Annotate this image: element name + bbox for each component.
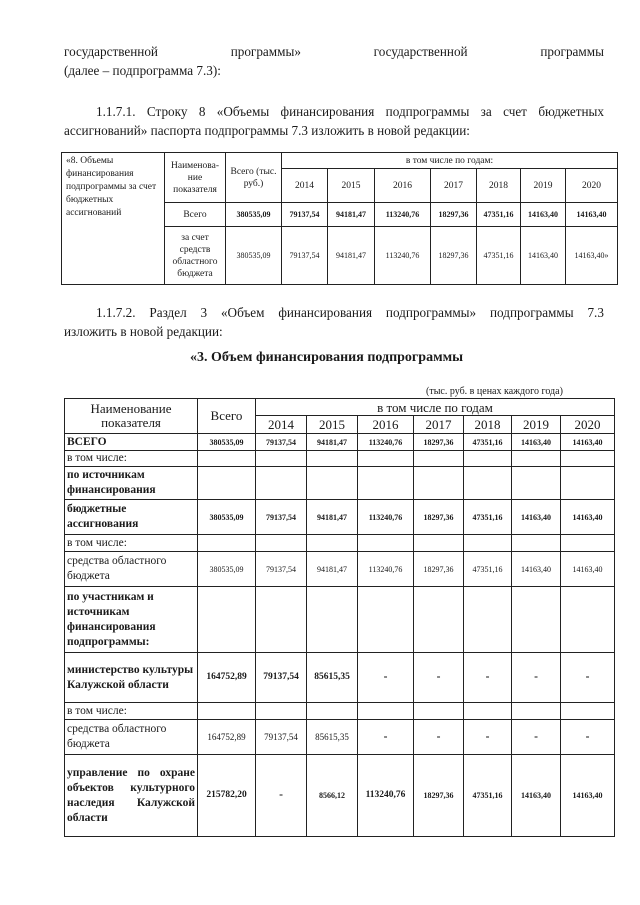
value-cell: 79137,54 [256,500,307,535]
value-cell: 18297,36 [414,500,464,535]
value-cell: 14163,40 [521,227,566,285]
row-total: 380535,09 [198,500,256,535]
table-row [65,653,615,703]
value-cell: 47351,16 [464,552,512,587]
row-name: бюджетные ассигнования [65,500,198,535]
para1-line-1 [96,104,604,120]
value-cell: 18297,36 [414,552,464,587]
value-cell: 14163,40 [521,203,566,227]
col-total-header: Всего (тыс. руб.) [226,153,282,203]
year-cell: 2019 [521,169,566,203]
value-cell: 79137,54 [282,203,328,227]
row-name: министерство культуры Калужской области [65,653,198,703]
para-word: подпрограммы» [385,305,477,320]
row-name: за счет средств областного бюджета [165,227,226,285]
year-cell: 2020 [566,169,618,203]
value-cell: 94181,47 [307,552,358,587]
value-cell: - [512,720,561,755]
value-cell: 94181,47 [307,434,358,451]
row-total: 164752,89 [198,720,256,755]
value-cell: 79137,54 [282,227,328,285]
value-cell: 47351,16 [464,434,512,451]
year-cell: 2020 [561,416,615,434]
para2-line-2: изложить в новой редакции: [64,324,223,339]
value-cell: - [464,720,512,755]
table-row [65,535,615,552]
table-row [65,451,615,467]
value-cell: 47351,16 [464,755,512,837]
year-cell: 2017 [431,169,477,203]
value-cell: 113240,76 [358,500,414,535]
para-word: «Объемы [216,104,270,119]
value-cell: - [358,653,414,703]
row-name: в том числе: [65,703,198,720]
para-word: Раздел [149,305,187,320]
value-cell: 8566,12 [307,755,358,837]
value-cell: 85615,35 [307,720,358,755]
section-title: «3. Объем финансирования подпрограммы [190,350,464,365]
value-cell: - [414,653,464,703]
para-word: 1.1.7.1. [96,104,136,119]
table-row [65,587,615,653]
value-cell: 113240,76 [358,552,414,587]
row-name: в том числе: [65,451,198,467]
intro-word: государственной [64,44,158,59]
value-cell: 113240,76 [358,755,414,837]
para-word: подпрограммы [385,104,470,119]
value-cell: - [464,653,512,703]
year-cell: 2014 [282,169,328,203]
units-note: (тыс. руб. в ценах каждого года) [426,386,563,397]
year-cell: 2018 [464,416,512,434]
para-word: «Объем [220,305,265,320]
table-row [65,434,615,451]
para-word: финансирования [278,305,373,320]
value-cell: - [561,653,615,703]
finance-table [64,398,615,837]
value-cell: 14163,40 [561,755,615,837]
row-total: 380535,09 [198,552,256,587]
row-name: управление по охране объектов культурного наследия Калужской области [65,755,198,837]
value-cell: 18297,36 [414,755,464,837]
value-cell: 14163,40 [512,500,561,535]
year-cell: 2019 [512,416,561,434]
row-total: 164752,89 [198,653,256,703]
intro-line-1 [64,44,604,60]
col-name-header: Наименова-ние показателя [165,153,226,203]
value-cell: 14163,40 [512,434,561,451]
value-cell: 85615,35 [307,653,358,703]
value-cell: 94181,47 [307,500,358,535]
passport-financing-table [61,152,618,285]
table-row [65,703,615,720]
row-total: 380535,09 [226,227,282,285]
value-cell: 79137,54 [256,434,307,451]
intro-word: государственной [373,44,468,59]
col-total-header: Всего [198,399,256,434]
value-cell: 18297,36 [431,203,477,227]
value-cell: 14163,40» [566,227,618,285]
para-word: бюджетных [538,104,604,119]
value-cell: - [414,720,464,755]
row-name: средства областного бюджета [65,552,198,587]
para-word: финансирования [280,104,375,119]
para1-line-2: ассигнований» паспорта подпрограммы 7.3 изложить в новой редакции: [64,123,470,138]
value-cell: 14163,40 [561,552,615,587]
year-cell: 2016 [375,169,431,203]
value-cell: 79137,54 [256,552,307,587]
year-cell: 2018 [477,169,521,203]
col-name-header: Наименование показателя [65,399,198,434]
para-word: 7.3 [587,305,604,320]
table-row [65,467,615,500]
year-cell: 2015 [307,416,358,434]
value-cell: 14163,40 [566,203,618,227]
table-row [65,552,615,587]
value-cell: - [561,720,615,755]
intro-word: программы» [230,44,301,59]
row-total: 215782,20 [198,755,256,837]
value-cell: 47351,16 [464,500,512,535]
year-cell: 2017 [414,416,464,434]
years-header: в том числе по годам [256,399,615,416]
table-row [65,500,615,535]
value-cell: 113240,76 [375,227,431,285]
intro-line-2: (далее – подпрограмма 7.3): [64,63,221,78]
row-total: 380535,09 [226,203,282,227]
value-cell: 47351,16 [477,203,521,227]
value-cell: 18297,36 [414,434,464,451]
row-name: ВСЕГО [65,434,198,451]
value-cell: - [256,755,307,837]
year-cell: 2015 [328,169,375,203]
row-name: по источникам финансирования [65,467,198,500]
value-cell: 79137,54 [256,653,307,703]
value-cell: 14163,40 [512,755,561,837]
value-cell: 94181,47 [328,227,375,285]
para-word: подпрограммы [489,305,574,320]
para-word: за [480,104,492,119]
value-cell: 14163,40 [561,500,615,535]
value-cell: 79137,54 [256,720,307,755]
value-cell: - [512,653,561,703]
para-word: счет [503,104,527,119]
row-name: Всего [165,203,226,227]
intro-word: программы [540,44,604,59]
para-word: 3 [200,305,208,320]
para2-line-1 [96,305,604,321]
row-total: 380535,09 [198,434,256,451]
year-cell: 2014 [256,416,307,434]
value-cell: - [358,720,414,755]
value-cell: 14163,40 [561,434,615,451]
year-cell: 2016 [358,416,414,434]
table-row [65,755,615,837]
row-name: по участникам и источникам финансирования подпрограммы: [65,587,198,653]
para-word: 1.1.7.2. [96,305,136,320]
table-row [65,720,615,755]
passport-label: «8. Объемы финансирования подпрограммы за счет бюджетных ассигнований [62,153,165,285]
value-cell: 18297,36 [431,227,477,285]
value-cell: 113240,76 [375,203,431,227]
years-header: в том числе по годам: [282,153,618,169]
value-cell: 47351,16 [477,227,521,285]
value-cell: 113240,76 [358,434,414,451]
para-word: Строку [146,104,188,119]
value-cell: 94181,47 [328,203,375,227]
para-word: 8 [198,104,206,119]
value-cell: 14163,40 [512,552,561,587]
row-name: средства областного бюджета [65,720,198,755]
row-name: в том числе: [65,535,198,552]
